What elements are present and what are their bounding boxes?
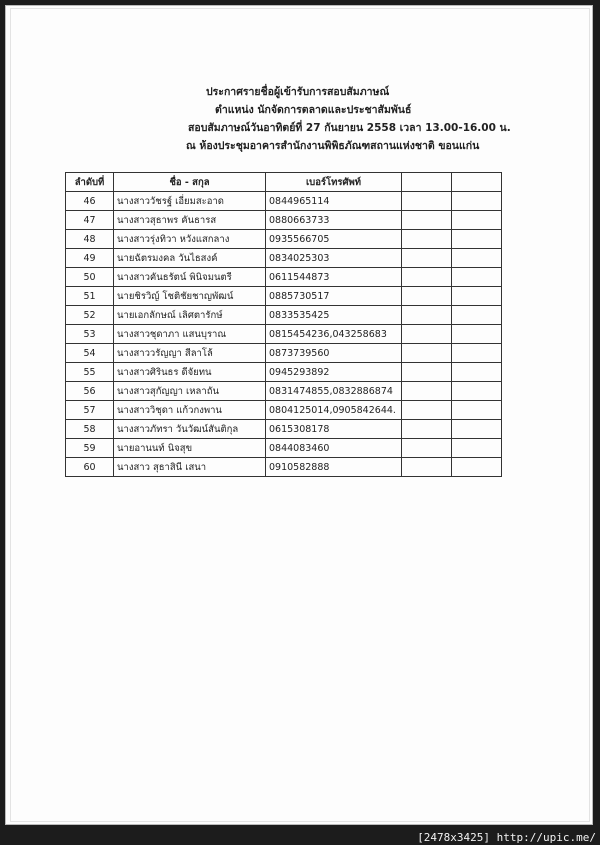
cell-blank-1: [402, 344, 452, 363]
table-row: [66, 458, 502, 477]
cell-blank-2: [452, 401, 502, 420]
cell-blank-2: [452, 268, 502, 287]
table-row: [66, 420, 502, 439]
cell-name: นายชิรวิญ์ โชติชัยชาญพัฒน์: [114, 287, 266, 306]
cell-name: นางสาวสุกัญญา เหลาถัน: [114, 382, 266, 401]
cell-blank-2: [452, 382, 502, 401]
cell-phone: 0935566705: [266, 230, 402, 249]
cell-name: นางสาวชุดาภา แสนบุราณ: [114, 325, 266, 344]
cell-phone: 0831474855,0832886874: [266, 382, 402, 401]
cell-number: 56: [66, 382, 114, 401]
cell-phone: 0844965114: [266, 192, 402, 211]
cell-name: นางสาวคันธรัตน์ พินิจมนตรี: [114, 268, 266, 287]
cell-phone: 0615308178: [266, 420, 402, 439]
column-header-blank-2: [452, 173, 502, 192]
cell-number: 58: [66, 420, 114, 439]
table-row: [66, 192, 502, 211]
cell-name: นางสาวรุ่งทิวา หวังแสกลาง: [114, 230, 266, 249]
cell-number: 49: [66, 249, 114, 268]
table-row: [66, 382, 502, 401]
cell-number: 54: [66, 344, 114, 363]
cell-blank-1: [402, 268, 452, 287]
cell-blank-1: [402, 382, 452, 401]
table-row: [66, 306, 502, 325]
cell-blank-2: [452, 287, 502, 306]
cell-blank-2: [452, 439, 502, 458]
table-row: [66, 325, 502, 344]
cell-number: 55: [66, 363, 114, 382]
table-row: [66, 230, 502, 249]
cell-blank-2: [452, 306, 502, 325]
table-row: [66, 363, 502, 382]
cell-blank-2: [452, 420, 502, 439]
candidate-table: [65, 172, 502, 477]
cell-blank-2: [452, 458, 502, 477]
watermark-text: [2478x3425] http://upic.me/: [417, 831, 596, 844]
cell-phone: 0834025303: [266, 249, 402, 268]
cell-name: นายฉัตรมงคล วันไธสงค์: [114, 249, 266, 268]
cell-name: นายเอกลักษณ์ เลิศตารักษ์: [114, 306, 266, 325]
cell-name: นางสาว สุธาสินี เสนา: [114, 458, 266, 477]
cell-number: 48: [66, 230, 114, 249]
cell-blank-2: [452, 363, 502, 382]
column-header-phone: เบอร์โทรศัพท์: [266, 173, 402, 192]
cell-name: นางสาววัชรฐ์ เอี่ยมสะอาด: [114, 192, 266, 211]
cell-blank-1: [402, 230, 452, 249]
table-row: [66, 249, 502, 268]
cell-number: 52: [66, 306, 114, 325]
cell-phone: 0833535425: [266, 306, 402, 325]
cell-number: 50: [66, 268, 114, 287]
cell-blank-1: [402, 420, 452, 439]
cell-name: นางสาววิชุดา แก้วกงพาน: [114, 401, 266, 420]
interview-location: ณ ห้องประชุมอาคารสำนักงานพิพิธภัณฑสถานแห่งชาติ ขอนแก่น: [186, 140, 480, 152]
cell-blank-1: [402, 439, 452, 458]
cell-blank-2: [452, 344, 502, 363]
cell-phone: 0844083460: [266, 439, 402, 458]
cell-name: นางสาวภัทรา วันวัฒน์สันติกุล: [114, 420, 266, 439]
cell-blank-1: [402, 192, 452, 211]
table-row: [66, 211, 502, 230]
column-header-name: ชื่อ - สกุล: [114, 173, 266, 192]
cell-number: 51: [66, 287, 114, 306]
table-row: [66, 344, 502, 363]
cell-phone: 0815454236,043258683: [266, 325, 402, 344]
cell-phone: 0910582888: [266, 458, 402, 477]
position-title: ตำแหน่ง นักจัดการตลาดและประชาสัมพันธ์: [215, 104, 412, 116]
cell-phone: 0611544873: [266, 268, 402, 287]
cell-name: นางสาววรัญญา สีลาโล้: [114, 344, 266, 363]
table-row: [66, 439, 502, 458]
cell-blank-1: [402, 287, 452, 306]
cell-name: นายอานนท์ นิจสุข: [114, 439, 266, 458]
document-page: [5, 5, 593, 825]
table-row: [66, 268, 502, 287]
cell-phone: 0804125014,0905842644.: [266, 401, 402, 420]
cell-number: 46: [66, 192, 114, 211]
table-row: [66, 401, 502, 420]
cell-blank-2: [452, 325, 502, 344]
cell-number: 53: [66, 325, 114, 344]
cell-phone: 0945293892: [266, 363, 402, 382]
footer-band: [0, 830, 600, 845]
cell-number: 60: [66, 458, 114, 477]
cell-number: 47: [66, 211, 114, 230]
cell-blank-2: [452, 249, 502, 268]
announcement-title: ประกาศรายชื่อผู้เข้ารับการสอบสัมภาษณ์: [206, 86, 390, 98]
cell-name: นางสาวศิรินธร ดีจัยทน: [114, 363, 266, 382]
cell-phone: 0880663733: [266, 211, 402, 230]
cell-blank-1: [402, 306, 452, 325]
cell-name: นางสาวสุธาพร คันธารส: [114, 211, 266, 230]
cell-blank-2: [452, 230, 502, 249]
cell-blank-1: [402, 401, 452, 420]
cell-phone: 0873739560: [266, 344, 402, 363]
column-header-number: ลำดับที่: [66, 173, 114, 192]
cell-blank-1: [402, 325, 452, 344]
cell-blank-1: [402, 211, 452, 230]
interview-schedule: สอบสัมภาษณ์วันอาทิตย์ที่ 27 กันยายน 2558 เวลา 13.00-16.00 น.: [188, 122, 511, 134]
cell-blank-2: [452, 192, 502, 211]
cell-number: 57: [66, 401, 114, 420]
cell-blank-1: [402, 249, 452, 268]
cell-phone: 0885730517: [266, 287, 402, 306]
table-header-row: [66, 173, 502, 192]
cell-blank-1: [402, 363, 452, 382]
cell-blank-1: [402, 458, 452, 477]
cell-number: 59: [66, 439, 114, 458]
column-header-blank-1: [402, 173, 452, 192]
table-body: [66, 192, 502, 477]
table-row: [66, 287, 502, 306]
cell-blank-2: [452, 211, 502, 230]
